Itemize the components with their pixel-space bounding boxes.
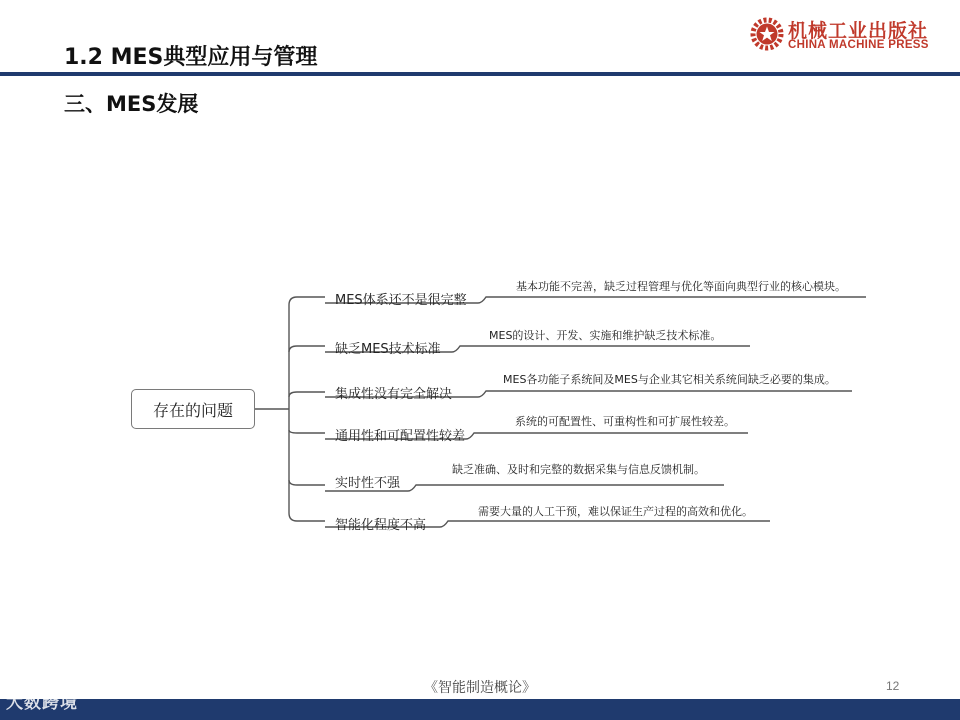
mindmap-root-node: 存在的问题 (131, 389, 255, 429)
page-number: 12 (886, 679, 900, 693)
branch-detail: MES的设计、开发、实施和维护缺乏技术标准。 (489, 329, 722, 342)
branch-label: 通用性和可配置性较差 (335, 429, 466, 444)
branch-label: 缺乏MES技术标准 (335, 342, 441, 357)
footer-bar (0, 699, 960, 720)
branch-detail: 需要大量的人工干预，难以保证生产过程的高效和优化。 (478, 505, 753, 518)
branch-label: MES体系还不是很完整 (335, 293, 467, 308)
branch-detail: MES各功能子系统间及MES与企业其它相关系统间缺乏必要的集成。 (503, 373, 836, 386)
branch-detail: 系统的可配置性、可重构性和可扩展性较差。 (515, 415, 735, 428)
section-title: 三、MES发展 (64, 92, 199, 116)
spine-connector (289, 297, 297, 521)
page-header-title: 1.2 MES典型应用与管理 (64, 45, 318, 70)
publisher-name-cn: 机械工业出版社 (788, 20, 929, 42)
branch-detail: 缺乏准确、及时和完整的数据采集与信息反馈机制。 (452, 463, 705, 476)
branch-detail: 基本功能不完善，缺乏过程管理与优化等面向典型行业的核心模块。 (516, 280, 846, 293)
branch-label: 集成性没有完全解决 (335, 387, 453, 402)
branch-label: 智能化程度不高 (335, 518, 427, 533)
footer-book-title: 《智能制造概论》 (424, 680, 536, 696)
publisher-name-en: CHINA MACHINE PRESS (788, 39, 929, 51)
watermark-text: 大数跨境 (6, 693, 78, 713)
branch-label: 实时性不强 (335, 476, 401, 491)
